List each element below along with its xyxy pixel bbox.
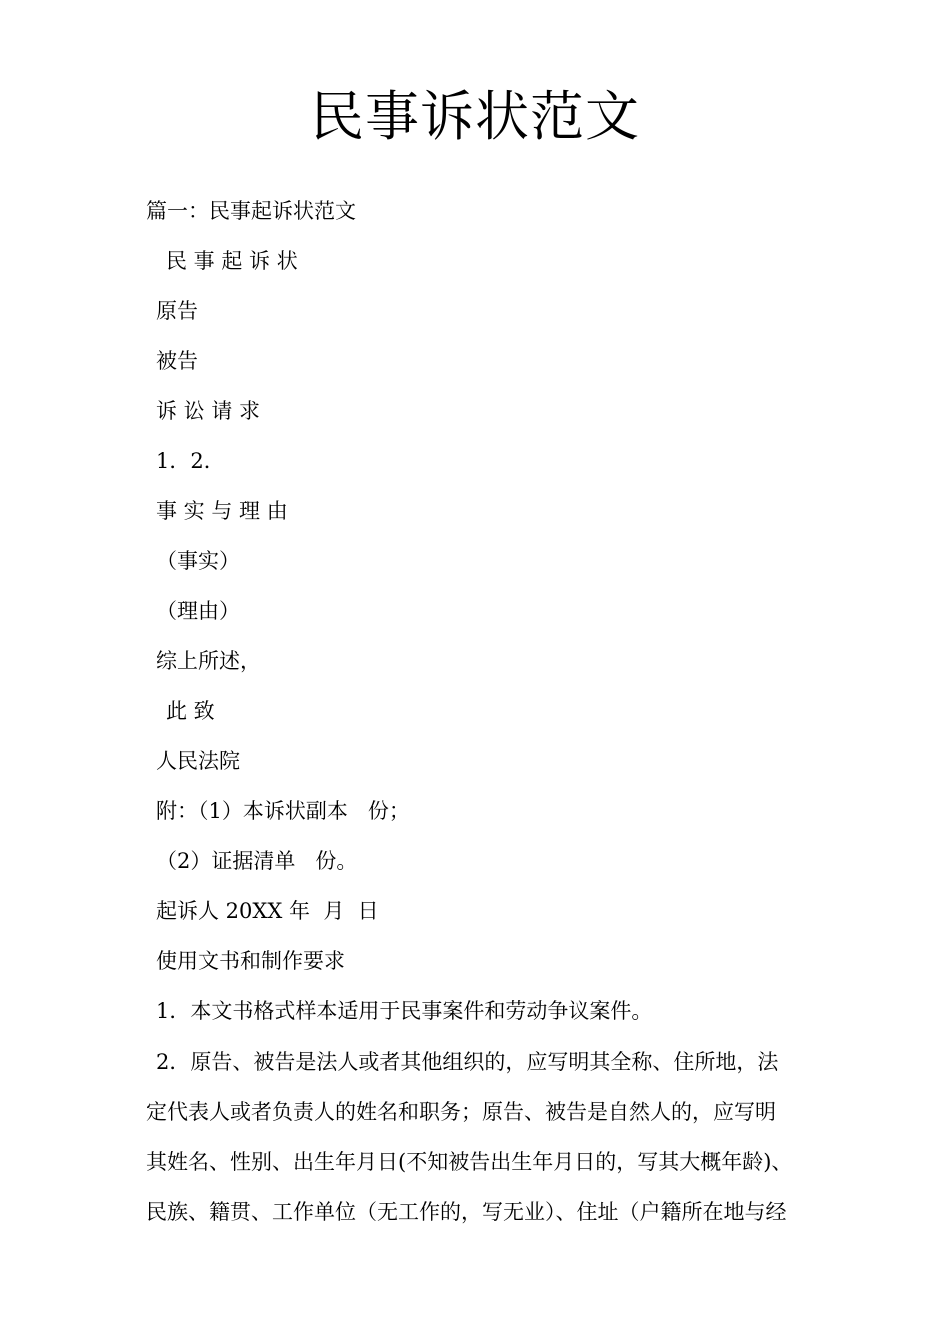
facts-reasons-heading: 事 实 与 理 由 bbox=[156, 499, 288, 523]
instruction-item-2-line-4: 民族、籍贯、工作单位（无工作的，写无业）、住址（户籍所在地与经 bbox=[146, 1200, 787, 1224]
facts-placeholder: （事实） bbox=[156, 549, 240, 573]
summary-line: 综上所述， bbox=[156, 649, 261, 673]
instruction-item-1: 1．本文书格式样本适用于民事案件和劳动争议案件。 bbox=[156, 999, 653, 1023]
claims-heading: 诉 讼 请 求 bbox=[156, 399, 261, 423]
reasons-placeholder: （理由） bbox=[156, 599, 240, 623]
attachment-line-2: （2）证据清单 份。 bbox=[156, 849, 358, 873]
court-line: 人民法院 bbox=[156, 749, 240, 773]
instructions-heading: 使用文书和制作要求 bbox=[156, 949, 345, 973]
document-title: 民事诉状范文 bbox=[310, 85, 640, 148]
defendant-label: 被告 bbox=[156, 349, 198, 373]
instruction-item-2-line-1: 2．原告、被告是法人或者其他组织的，应写明其全称、住所地，法 bbox=[156, 1050, 779, 1074]
plaintiff-label: 原告 bbox=[156, 299, 198, 323]
instruction-item-2-line-2: 定代表人或者负责人的姓名和职务；原告、被告是自然人的，应写明 bbox=[146, 1100, 776, 1124]
claims-numbering: 1．2． bbox=[156, 449, 225, 473]
signature-date-line: 起诉人 20XX 年 月 日 bbox=[156, 899, 379, 923]
complaint-heading: 民 事 起 诉 状 bbox=[166, 249, 298, 273]
salutation-line: 此 致 bbox=[166, 699, 215, 723]
instruction-item-2-line-3: 其姓名、性别、出生年月日(不知被告出生年月日的，写其大概年龄)、 bbox=[146, 1150, 793, 1174]
instruction-item-2 bbox=[146, 1037, 806, 1237]
section-heading: 篇一：民事起诉状范文 bbox=[146, 199, 356, 223]
attachment-line-1: 附：（1）本诉状副本 份； bbox=[156, 799, 410, 823]
